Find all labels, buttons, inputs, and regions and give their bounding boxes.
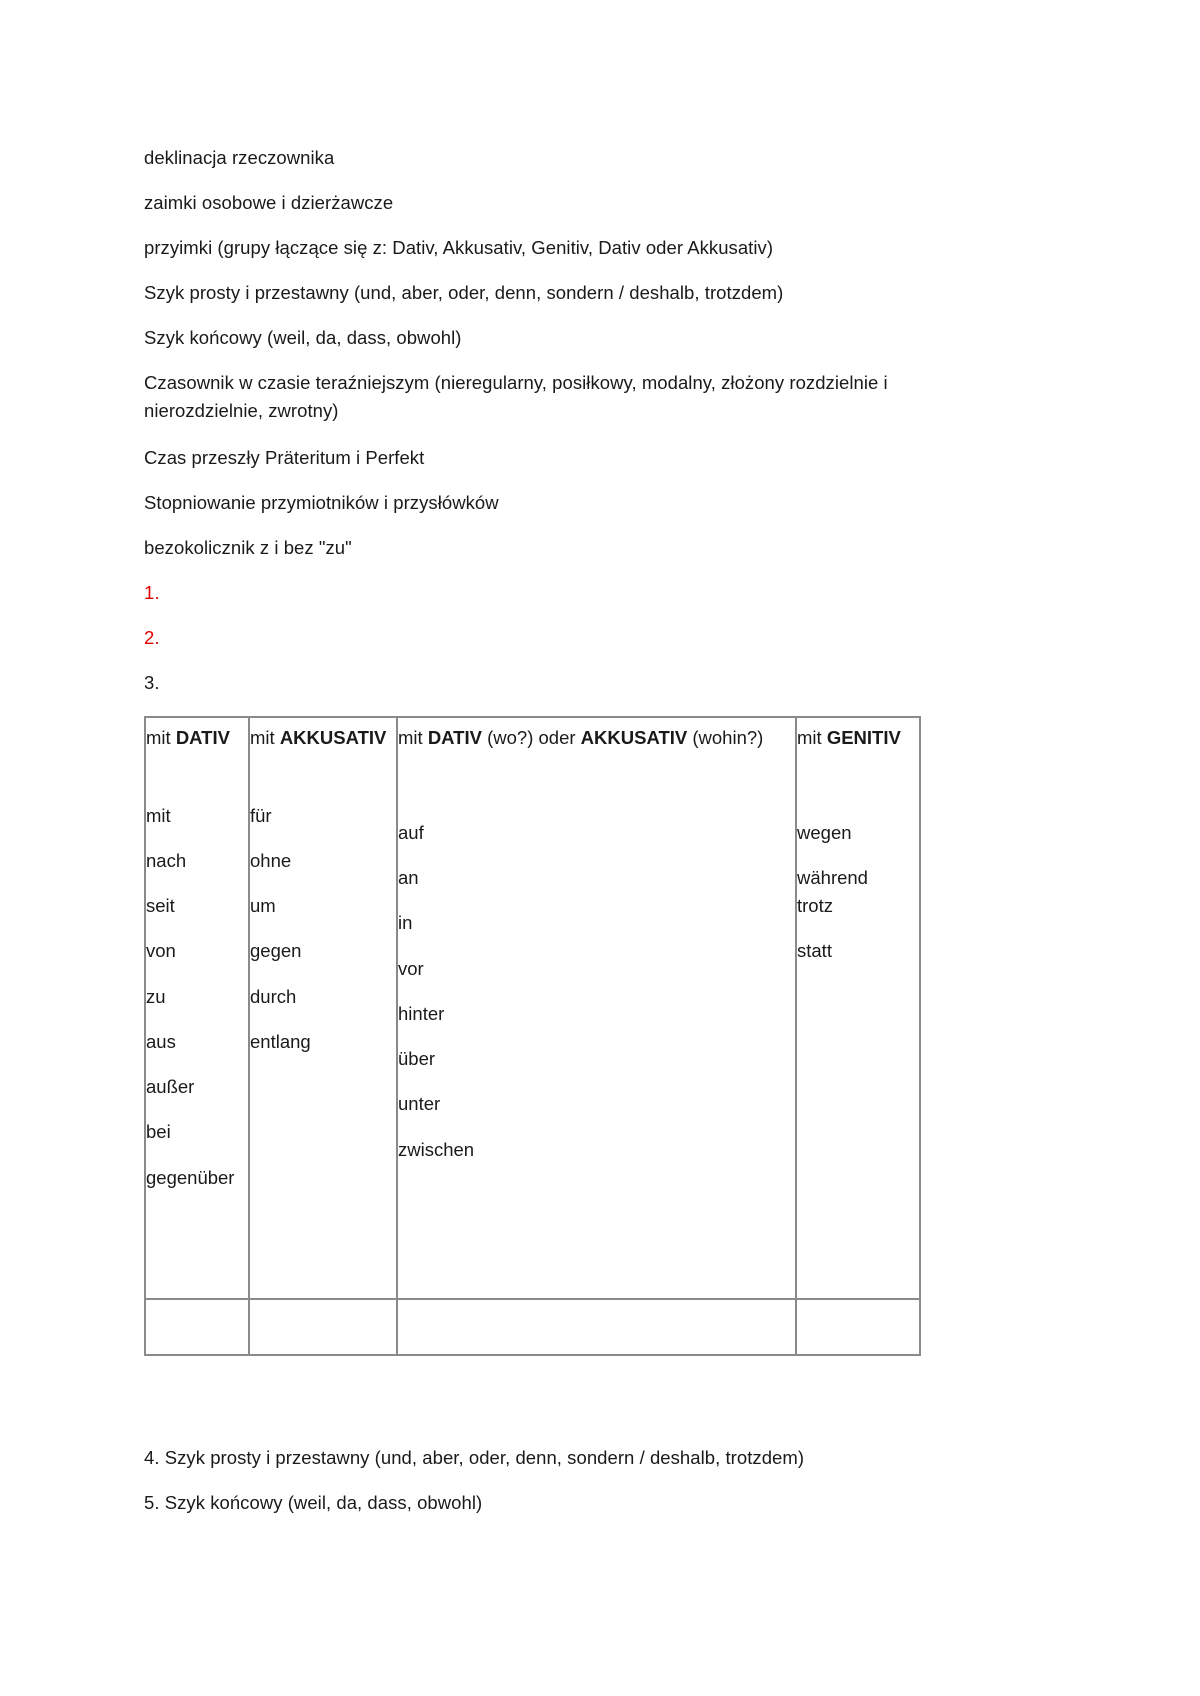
preposition-item: zwischen xyxy=(398,1139,475,1160)
preposition-item: entlang xyxy=(250,1031,311,1052)
topic-line-3: przyimki (grupy łączące się z: Dativ, Akkusativ, Genitiv, Dativ oder Akkusativ) xyxy=(144,237,774,258)
header-dativ-oder-akkusativ: mit DATIV (wo?) oder AKKUSATIV (wohin?) xyxy=(398,727,764,748)
preposition-item: über xyxy=(398,1048,436,1069)
preposition-item: in xyxy=(398,912,413,933)
topic-line-7: Czas przeszły Präteritum i Perfekt xyxy=(144,447,425,468)
preposition-item: ohne xyxy=(250,850,292,871)
empty-cell xyxy=(145,1299,249,1355)
preposition-item: nach xyxy=(146,850,187,871)
prepositions-table xyxy=(144,716,921,1356)
preposition-item: gegen xyxy=(250,940,302,961)
topic-line-4: Szyk prosty i przestawny (und, aber, oder, denn, sondern / deshalb, trotzdem) xyxy=(144,282,784,303)
preposition-item: unter xyxy=(398,1093,441,1114)
preposition-item: aus xyxy=(146,1031,176,1052)
topic-line-1: deklinacja rzeczownika xyxy=(144,147,335,168)
topic-line-9: bezokolicznik z i bez "zu" xyxy=(144,537,352,558)
header-akkusativ: mit AKKUSATIV xyxy=(250,727,387,748)
column-genitiv xyxy=(796,717,920,1299)
preposition-item: bei xyxy=(146,1121,171,1142)
numbered-item-1: 1. xyxy=(144,582,160,603)
topic-line-5: Szyk końcowy (weil, da, dass, obwohl) xyxy=(144,327,462,348)
numbered-item-5: 5. Szyk końcowy (weil, da, dass, obwohl) xyxy=(144,1492,483,1513)
column-akkusativ xyxy=(249,717,397,1299)
preposition-item: auf xyxy=(398,822,424,843)
preposition-item: an xyxy=(398,867,419,888)
topic-line-6: Czasownik w czasie teraźniejszym (nieregularny, posiłkowy, modalny, złożony rozdzielnie i nierozdzielnie, zwrotny) xyxy=(144,372,888,421)
preposition-item: vor xyxy=(398,958,424,979)
preposition-item: durch xyxy=(250,986,297,1007)
numbered-item-4: 4. Szyk prosty i przestawny (und, aber, oder, denn, sondern / deshalb, trotzdem) xyxy=(144,1447,805,1468)
table-row-empty xyxy=(145,1299,920,1355)
preposition-item: mit xyxy=(146,805,171,826)
empty-cell xyxy=(796,1299,920,1355)
preposition-item: statt xyxy=(797,940,832,961)
preposition-item: hinter xyxy=(398,1003,445,1024)
preposition-item: wegen xyxy=(797,822,852,843)
preposition-item: trotz xyxy=(797,895,833,916)
preposition-item: außer xyxy=(146,1076,195,1097)
numbered-item-3: 3. xyxy=(144,672,160,693)
column-dativ-oder-akkusativ xyxy=(397,717,796,1299)
preposition-item: während xyxy=(797,867,868,888)
preposition-item: für xyxy=(250,805,272,826)
numbered-item-2: 2. xyxy=(144,627,160,648)
empty-cell xyxy=(249,1299,397,1355)
preposition-item: um xyxy=(250,895,276,916)
preposition-item: zu xyxy=(146,986,166,1007)
preposition-item: von xyxy=(146,940,176,961)
preposition-item: seit xyxy=(146,895,175,916)
header-dativ: mit DATIV xyxy=(146,727,230,748)
empty-cell xyxy=(397,1299,796,1355)
preposition-item: gegenüber xyxy=(146,1167,235,1188)
column-dativ xyxy=(145,717,249,1299)
topic-line-2: zaimki osobowe i dzierżawcze xyxy=(144,192,394,213)
topic-line-8: Stopniowanie przymiotników i przysłówków xyxy=(144,492,499,513)
header-genitiv: mit GENITIV xyxy=(797,727,901,748)
table-row-main xyxy=(145,717,920,1299)
